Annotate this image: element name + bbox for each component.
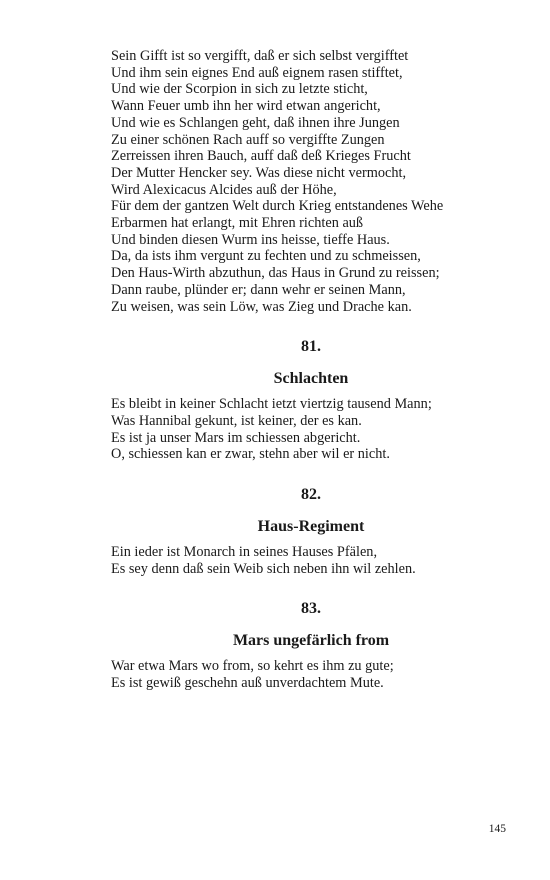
poem-number: 83. [301,600,321,618]
poem-82 [111,485,511,577]
poem-line: Und binden diesen Wurm ins heisse, tieffe Haus. [111,231,390,248]
poem-line: Erbarmen hat erlangt, mit Ehren richten auß [111,215,364,232]
poem-title: Mars ungefärlich from [232,632,390,650]
poem-81 [111,337,511,463]
poem-line: Und wie der Scorpion in sich zu letzte sticht, [111,81,368,98]
page-body [111,48,511,692]
opening-poem [111,48,511,315]
poem-line: Den Haus-Wirth abzuthun, das Haus in Grund zu reissen; [111,265,440,282]
poem-title: Schlachten [273,370,349,388]
poem-number: 81. [301,338,321,356]
poem-line: O, schiessen kan er zwar, stehn aber wil er nicht. [111,446,390,463]
poem-line: Wird Alexicacus Alcides auß der Höhe, [111,181,337,198]
poem-line: Zerreissen ihren Bauch, auff daß deß Krieges Frucht [111,148,411,165]
poem-line: War etwa Mars wo from, so kehrt es ihm zu gute; [111,658,394,675]
poem-line: Und ihm sein eignes End auß eignem rasen stifftet, [111,64,403,81]
poem-line: Es ist gewiß geschehn auß unverdachtem Mute. [111,675,384,692]
poem-line: Der Mutter Hencker sey. Was diese nicht vermocht, [111,164,407,181]
poem-line: Zu weisen, was sein Löw, was Zieg und Drache kan. [111,298,412,315]
poem-line: Zu einer schönen Rach auff so vergiffte Zungen [111,131,385,148]
poem-line: Sein Gifft ist so vergifft, daß er sich selbst vergifftet [111,48,409,64]
poem-line: Dann raube, plünder er; dann wehr er seinen Mann, [111,281,406,298]
poem-line: Wann Feuer umb ihn her wird etwan angericht, [111,98,381,115]
poem-line: Es ist ja unser Mars im schiessen abgericht. [111,429,361,446]
poem-number: 82. [301,486,321,504]
poem-title: Haus-Regiment [257,518,365,536]
poem-line: Es bleibt in keiner Schlacht ietzt viertzig tausend Mann; [111,396,432,413]
poem-line: Und wie es Schlangen geht, daß ihnen ihre Jungen [111,114,400,131]
poem-line: Es sey denn daß sein Weib sich neben ihn wil zehlen. [111,560,416,577]
poem-line: Was Hannibal gekunt, ist keiner, der es kan. [111,412,362,429]
poem-line: Da, da ists ihm vergunt zu fechten und zu schmeissen, [111,248,421,265]
page-number: 145 [488,823,506,835]
poem-line: Ein ieder ist Monarch in seines Hauses Pfälen, [111,544,378,561]
poem-line: Für dem der gantzen Welt durch Krieg entstandenes Wehe [111,198,444,215]
poem-83 [111,599,511,691]
